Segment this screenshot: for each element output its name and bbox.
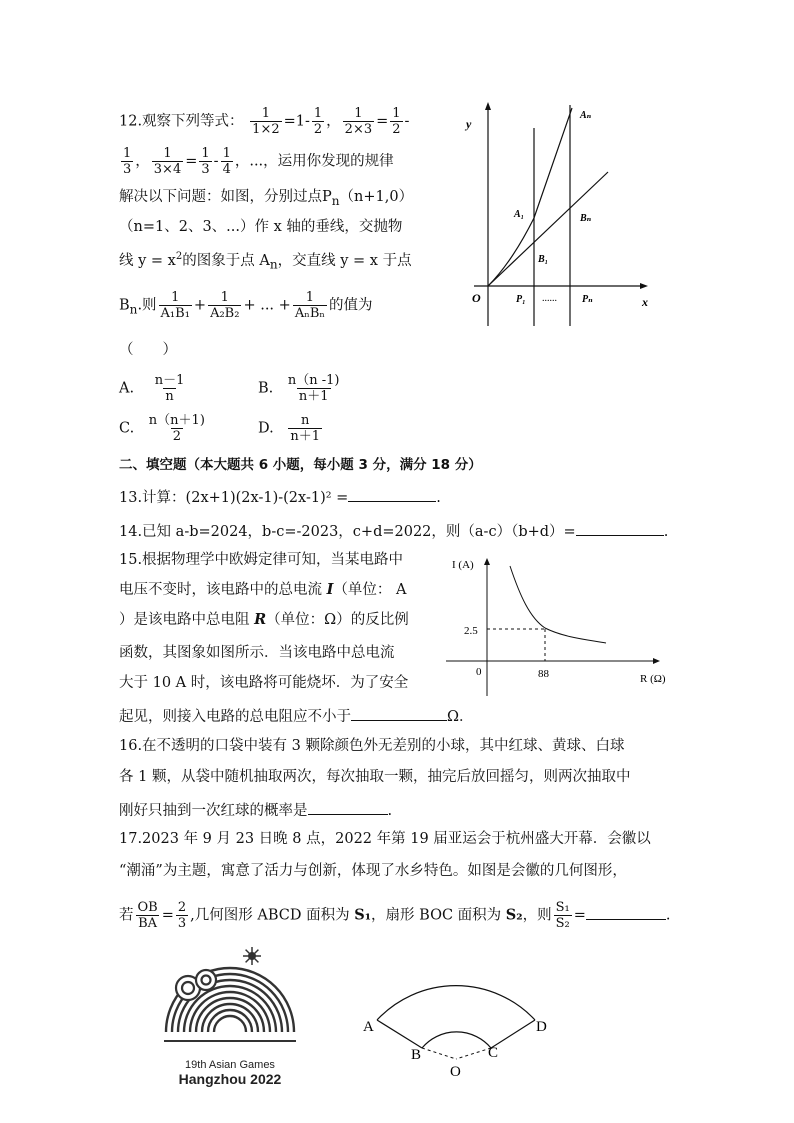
q12-line1: 12.观察下列等式： $\frac{1}{1\times 2}$ =1- $\frac{1}{2}$ ， $\frac{1}{2\times 3}$ = $\frac{1}{2}$ - bbox=[119, 106, 410, 137]
label-p1: P₁ bbox=[516, 294, 526, 305]
ratio-ob-ba: $\frac{OB}{BA}$ bbox=[137, 900, 158, 931]
hyperbola-curve bbox=[510, 566, 606, 643]
section-heading: 二、填空题（本大题共 6 小题，每小题 3 分，满分 18 分） bbox=[119, 457, 482, 473]
parabola-line-graph bbox=[436, 100, 656, 332]
sum-term-2: $\frac{1}{\text{A₂B₂}}$ bbox=[210, 290, 240, 321]
label-pn: Pₙ bbox=[582, 294, 593, 305]
dashed-oc bbox=[456, 1048, 491, 1059]
q17-line3: 若 $\frac{OB}{BA}$ = $\frac{2}{3}$ ,几何图形 ABCD 面积为 S₁，扇形 BOC 面积为 S₂，则 $\frac{\text{S₁}}{\text{S₂}}$ = . bbox=[119, 900, 671, 931]
label-x: x bbox=[642, 295, 648, 309]
option-d: D. $\frac{n}{n+1}$ bbox=[258, 413, 320, 444]
segment-dc bbox=[491, 1020, 535, 1048]
label-b: B bbox=[411, 1047, 422, 1063]
label-a: A bbox=[363, 1019, 374, 1035]
sum-term-n: $\frac{1}{\text{AₙBₙ}}$ bbox=[294, 290, 326, 321]
q13: 13.计算：(2x+1)(2x-1)-(2x-1)² = . bbox=[119, 486, 441, 508]
q16-line1: 16.在不透明的口袋中装有 3 颗除颜色外无差别的小球，其中红球、黄球、白球 bbox=[119, 738, 625, 754]
sun-icon bbox=[243, 947, 261, 965]
label-88: 88 bbox=[538, 668, 549, 680]
fan-diagram bbox=[355, 935, 555, 1085]
label-x-axis: R (Ω) bbox=[640, 673, 666, 685]
q12-line5: 线 $y = x^2$的图象于点 $A_n$，交直线 y = x 于点 bbox=[119, 251, 412, 272]
option-a: A. $\frac{n-1}{n}$ bbox=[119, 373, 185, 404]
q17-line2: “潮涌”为主题，寓意了活力与创新，体现了水乡特色。如图是会徽的几何图形， bbox=[119, 863, 627, 879]
label-a1: A₁ bbox=[514, 209, 525, 220]
fraction-half: $\frac{1}{2}$ bbox=[313, 106, 323, 137]
logo-line-2: Hangzhou 2022 bbox=[178, 1071, 282, 1087]
asian-games-logo bbox=[160, 942, 310, 1092]
q12-answer-paren: （ ） bbox=[119, 342, 177, 358]
q15-line6: 起见，则接入电路的总电阻应不小于 Ω． bbox=[119, 705, 474, 727]
q15-line3: ）是该电路中总电阻 R（单位：Ω）的反比例 bbox=[119, 611, 409, 628]
label-origin: 0 bbox=[476, 666, 482, 678]
dashed-ob bbox=[422, 1048, 456, 1059]
label-y-axis: I (A) bbox=[452, 559, 474, 571]
label-origin: O bbox=[472, 291, 481, 305]
q15-line2: 电压不变时，该电路中的总电流 I（单位： A bbox=[119, 581, 407, 598]
q12-line2: $\frac{1}{3}$ ， $\frac{1}{3\times 4}$ = $\frac{1}{3}$ - $\frac{1}{4}$ ，...，运用你发现的规律 bbox=[123, 146, 394, 177]
q12-line6: $B_n$.则 $\frac{1}{\text{A₁B₁}}$ + $\frac{1}{\text{A₂B₂}}$ + ... + $\frac{1}{\text{AₙBₙ}}$ 的值为 bbox=[119, 290, 373, 321]
ratio-s1-s2: $\frac{\text{S₁}}{\text{S₂}}$ bbox=[555, 900, 570, 931]
q16-line3: 刚好只抽到一次红球的概率是 . bbox=[119, 799, 392, 821]
ratio-value: $\frac{2}{3}$ bbox=[177, 900, 187, 931]
label-b1: B₁ bbox=[538, 254, 549, 265]
fraction-1-over-1x2: $\frac{1}{1\times 2}$ bbox=[252, 106, 280, 137]
answer-blank[interactable] bbox=[586, 904, 666, 920]
q15-line1: 15.根据物理学中欧姆定律可知，当某电路中 bbox=[119, 552, 404, 568]
q16-line2: 各 1 颗，从袋中随机抽取两次，每次抽取一颗，抽完后放回摇匀，则两次抽取中 bbox=[119, 769, 631, 785]
answer-blank[interactable] bbox=[576, 520, 664, 536]
swirl-icon bbox=[176, 970, 216, 1000]
fraction-quarter: $\frac{1}{4}$ bbox=[222, 146, 231, 177]
x-axis-arrow bbox=[653, 658, 660, 664]
fraction-half-b: $\frac{1}{2}$ bbox=[392, 106, 401, 137]
q12-line3: 解决以下问题：如图，分别过点$P_n(n+1,0)$ bbox=[119, 189, 414, 208]
y-axis-arrow bbox=[484, 558, 490, 565]
label-y: y bbox=[466, 117, 472, 131]
label-c: C bbox=[488, 1045, 499, 1061]
line-y-equals-x bbox=[488, 172, 608, 286]
answer-blank[interactable] bbox=[351, 705, 447, 721]
option-c: C. $\frac{n(n+1)}{2}$ bbox=[119, 413, 205, 444]
answer-blank[interactable] bbox=[348, 486, 436, 502]
label-dots: ...... bbox=[542, 293, 557, 304]
sum-term-1: $\frac{1}{\text{A₁B₁}}$ bbox=[160, 290, 190, 321]
q12-line4: （n=1、2、3、...）作 x 轴的垂线，交抛物 bbox=[119, 219, 403, 235]
fraction-third: $\frac{1}{3}$ bbox=[123, 146, 132, 177]
label-d: D bbox=[536, 1019, 547, 1035]
fraction-1-over-2x3: $\frac{1}{2\times 3}$ bbox=[344, 106, 373, 137]
label-o: O bbox=[450, 1064, 461, 1080]
option-b: B. $\frac{n(n -1)}{n+1}$ bbox=[258, 373, 340, 404]
q15-line5: 大于 10 A 时，该电路将可能烧坏．为了安全 bbox=[119, 675, 409, 691]
segment-ab bbox=[377, 1020, 422, 1048]
fraction-1-over-3x4: $\frac{1}{3\times 4}$ bbox=[153, 146, 182, 177]
logo-line-1: 19th Asian Games bbox=[185, 1059, 275, 1071]
fraction-third-b: $\frac{1}{3}$ bbox=[201, 146, 210, 177]
answer-blank[interactable] bbox=[308, 799, 388, 815]
label-bn: Bₙ bbox=[580, 213, 592, 224]
label-2-5: 2.5 bbox=[464, 625, 478, 637]
inverse-proportion-graph bbox=[440, 548, 680, 698]
q15-line4: 函数，其图象如图所示．当该电路中总电流 bbox=[119, 645, 395, 661]
x-axis-arrow bbox=[640, 283, 648, 289]
q14: 14.已知 a-b=2024，b-c=-2023，c+d=2022，则（a-c）（b+d）= . bbox=[119, 520, 668, 542]
q17-line1: 17.2023 年 9 月 23 日晚 8 点，2022 年第 19 届亚运会于杭州盛大开幕．会徽以 bbox=[119, 831, 651, 847]
y-axis-arrow bbox=[485, 102, 491, 110]
label-an: Aₙ bbox=[580, 110, 592, 121]
small-arc bbox=[422, 1032, 491, 1048]
parabola-curve bbox=[488, 108, 572, 286]
big-arc bbox=[377, 986, 535, 1020]
